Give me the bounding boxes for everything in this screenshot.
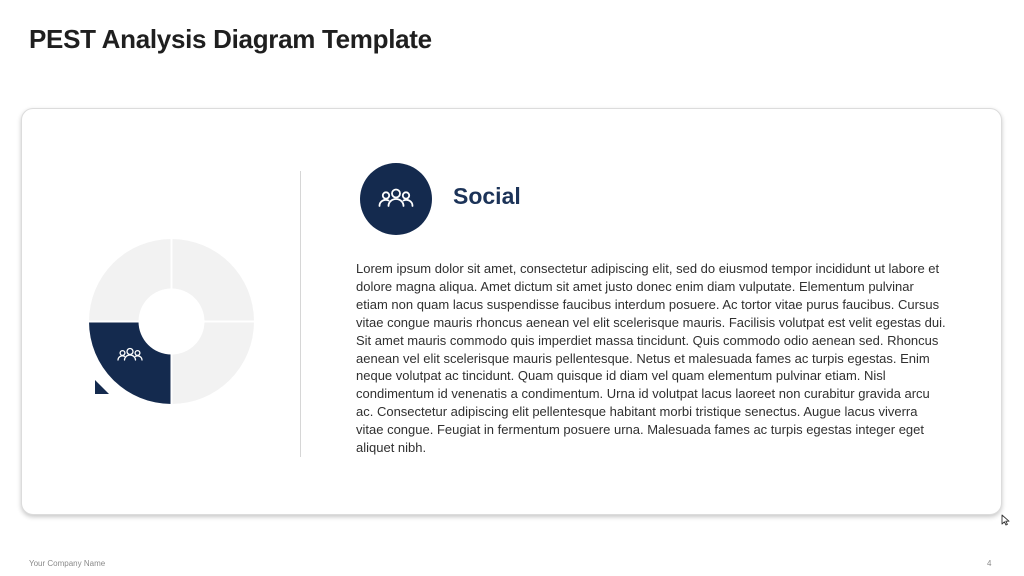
pest-donut-diagram <box>89 239 254 404</box>
content-card <box>21 108 1002 515</box>
footer-company-name: Your Company Name <box>29 559 106 568</box>
segment-corner-pointer <box>95 380 109 394</box>
section-heading: Social <box>453 183 521 209</box>
people-icon <box>376 186 416 212</box>
donut-segment-bottom-right[interactable] <box>172 322 255 405</box>
social-badge <box>360 163 432 235</box>
donut-segment-top-right[interactable] <box>172 239 255 322</box>
content-divider <box>300 171 301 457</box>
donut-segment-top-left[interactable] <box>89 239 172 322</box>
mouse-cursor-icon <box>1001 514 1010 526</box>
footer-page-number: 4 <box>987 559 992 568</box>
slide-title: PEST Analysis Diagram Template <box>29 24 432 54</box>
section-body-text: Lorem ipsum dolor sit amet, consectetur adipiscing elit, sed do eiusmod tempor incididunt ut labore et dolore magna aliqua. Amet dictum sit amet justo donec enim diam vulputate. Elementum pulvinar etiam non quam lacus suspendisse faucibus interdum posuere. Ac tortor vitae purus faucibus. Cursus vitae congue mauris rhoncus aenean vel elit scelerisque mauris. Facilisis volutpat est velit egestas dui. Sit amet mauris commodo quis imperdiet massa tincidunt. Quis commodo odio aenean sed. Rhoncus aenean vel elit scelerisque mauris pellentesque. Netus et malesuada fames ac turpis egestas. Enim neque volutpat ac tincidunt. Quam quisque id diam vel quam elementum pulvinar etiam. Nisl condimentum id venenatis a condimentum. Urna id volutpat lacus laoreet non curabitur gravida arcu ac. Consectetur adipiscing elit pellentesque habitant morbi tristique senectus. Augue lacus viverra vitae congue. Feugiat in fermentum posuere urna. Malesuada fames ac turpis egestas integer eget aliquet nibh. <box>356 261 946 456</box>
